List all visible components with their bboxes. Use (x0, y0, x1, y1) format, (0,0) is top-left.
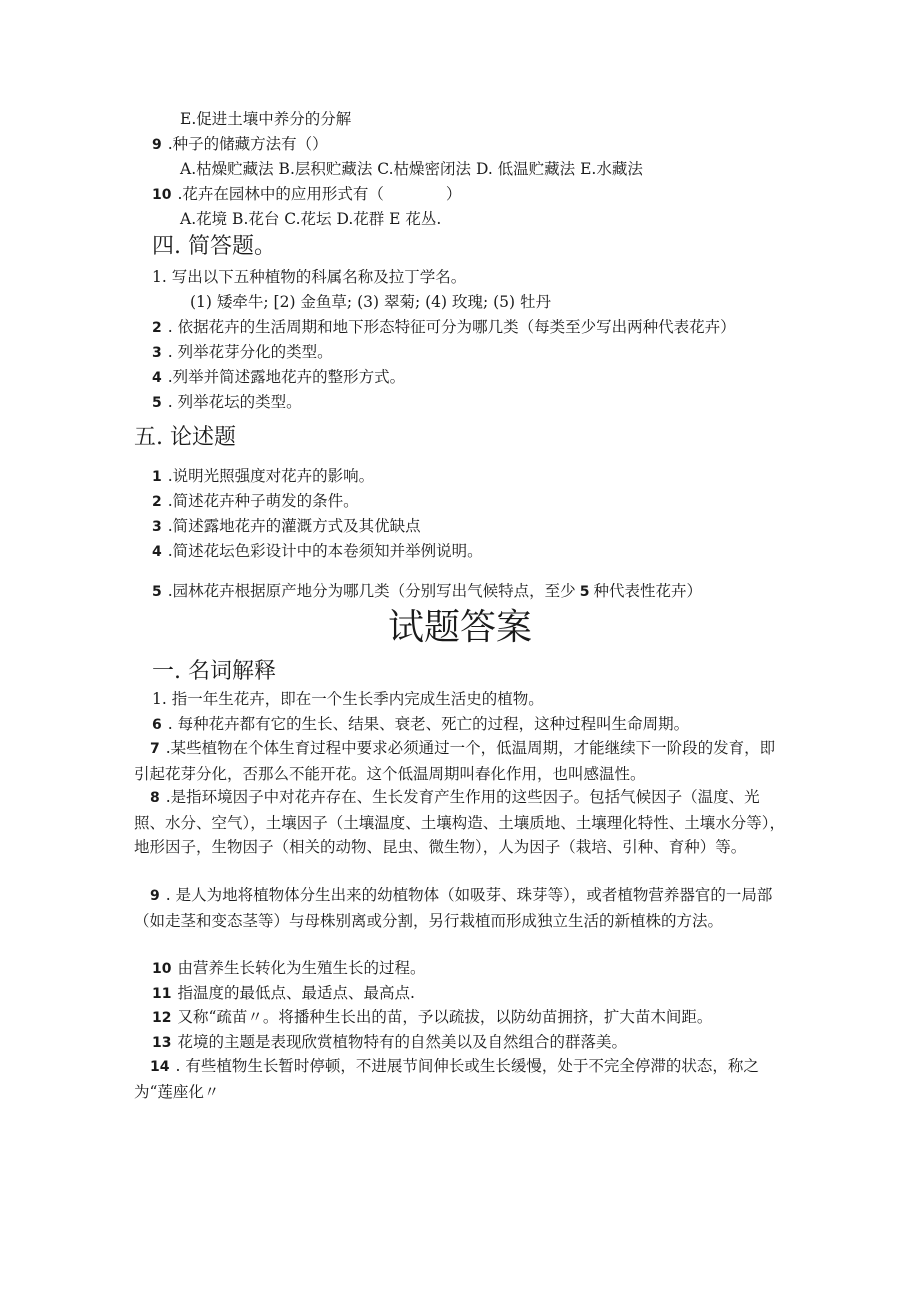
answer-text: 花境的主题是表现欣赏植物特有的自然美以及自然组合的群落美。 (177, 1033, 627, 1051)
answer-number: 10 (152, 961, 172, 977)
answer-text: 由营养生长转化为生殖生长的过程。 (177, 959, 426, 977)
question-text-number: 5 (579, 584, 590, 600)
question-text: .园林花卉根据原产地分为哪几类（分别写出气候特点，至少 (167, 582, 576, 600)
question-text: .种子的储藏方法有（） (167, 135, 328, 153)
section-4-question-3 (152, 341, 333, 364)
answer-number: 9 (150, 888, 160, 904)
answer-12 (152, 1006, 712, 1029)
answer-7 (134, 736, 786, 786)
answer-11 (152, 982, 415, 1005)
section-5-question-4 (152, 540, 483, 563)
question-text: .简述露地花卉的灌溉方式及其优缺点 (167, 517, 421, 535)
question-number: 5 (152, 395, 162, 411)
answer-10 (152, 957, 426, 980)
question-number: 10 (152, 187, 172, 203)
question-number: 9 (152, 137, 162, 153)
answer-number: 7 (150, 741, 160, 757)
question-number: 5 (152, 584, 162, 600)
section-4-heading: 四. 简答题。 (152, 234, 276, 259)
answer-13 (152, 1031, 627, 1054)
question-number: 1 (152, 469, 162, 485)
answer-number: 12 (152, 1010, 172, 1026)
question-number: 3 (152, 519, 162, 535)
section-4-question-2 (152, 316, 736, 339)
answer-text: . 是人为地将植物体分生出来的幼植物体（如吸芽、珠芽等），或者植物营养器官的一局部（如走茎和变态茎等）与母株别离或分割，另行栽植而形成独立生活的新植株的方法。 (134, 886, 773, 930)
answer-text: . 有些植物生长暂时停顿，不进展节间伸长或生长缓慢，处于不完全停滞的状态，称之为“莲座化〃 (134, 1057, 759, 1101)
answers-title: 试题答案 (387, 607, 532, 648)
answer-number: 13 (152, 1035, 172, 1051)
answer-number: 14 (150, 1059, 170, 1075)
answer-text: . 每种花卉都有它的生长、结果、衰老、死亡的过程，这种过程叫生命周期。 (167, 715, 690, 733)
answer-text: .某些植物在个体生育过程中要求必须通过一个，低温周期，才能继续下一阶段的发育，即引起花芽分化，否那么不能开花。这个低温周期叫春化作用，也叫感温性。 (134, 739, 776, 783)
section-5-question-5 (152, 580, 702, 603)
answer-9 (134, 883, 786, 933)
option-e-line: E.促进土壤中养分的分解 (180, 110, 352, 128)
question-number: 3 (152, 345, 162, 361)
section-4-question-1: 1. 写出以下五种植物的科属名称及拉丁学名。 (152, 268, 467, 286)
answers-heading: 一. 名词解释 (152, 659, 276, 684)
section-4-question-4 (152, 366, 405, 389)
question-number: 4 (152, 544, 162, 560)
answer-8 (134, 785, 786, 860)
question-number: 2 (152, 320, 162, 336)
section-4-question-5 (152, 391, 302, 414)
question-9-options: A.枯燥贮藏法 B.层积贮藏法 C.枯燥密闭法 D. 低温贮藏法 E.水藏法 (180, 160, 643, 178)
question-text: 种代表性花卉） (593, 582, 702, 600)
answer-text: 又称“疏苗〃。将播种生长出的苗，予以疏拔，以防幼苗拥挤，扩大苗木间距。 (177, 1008, 713, 1026)
question-text: .说明光照强度对花卉的影响。 (167, 467, 375, 485)
answer-text: 指温度的最低点、最适点、最高点. (177, 984, 415, 1002)
question-text: . 列举花芽分化的类型。 (167, 343, 333, 361)
question-text: .简述花卉种子萌发的条件。 (167, 492, 359, 510)
section-4-question-1-items: (1) 矮牵牛; [2) 金鱼草; (3) 翠菊; (4) 玫瑰; (5) 牡丹 (190, 293, 552, 311)
question-text: .花卉在园林中的应用形式有（ ） (177, 185, 462, 203)
section-5-heading: 五. 论述题 (134, 425, 236, 450)
answer-number: 11 (152, 986, 172, 1002)
answer-number: 8 (150, 790, 160, 806)
answer-14 (134, 1054, 786, 1104)
answer-1: 1. 指一年生花卉，即在一个生长季内完成生活史的植物。 (152, 690, 544, 708)
answer-number: 6 (152, 717, 162, 733)
question-text: . 依据花卉的生活周期和地下形态特征可分为哪几类（每类至少写出两种代表花卉） (167, 318, 736, 336)
question-number: 2 (152, 494, 162, 510)
question-text: .列举并简述露地花卉的整形方式。 (167, 368, 406, 386)
question-text: .简述花坛色彩设计中的本卷须知并举例说明。 (167, 542, 483, 560)
question-10 (152, 183, 461, 206)
section-5-question-3 (152, 515, 421, 538)
question-10-options: A.花境 B.花台 C.花坛 D.花群 E 花丛. (180, 210, 442, 228)
section-5-question-1 (152, 465, 374, 488)
answer-text: .是指环境因子中对花卉存在、生长发育产生作用的这些因子。包括气候因子（温度、光照、水分、空气），土壤因子（土壤温度、土壤构造、土壤质地、土壤理化特性、土壤水分等），地形因子，生物因子（相关的动物、昆虫、微生物），人为因子（栽培、引种、育种）等。 (134, 788, 786, 856)
section-5-question-2 (152, 490, 359, 513)
question-9 (152, 133, 328, 156)
answer-6 (152, 713, 689, 736)
question-number: 4 (152, 370, 162, 386)
question-text: . 列举花坛的类型。 (167, 393, 302, 411)
